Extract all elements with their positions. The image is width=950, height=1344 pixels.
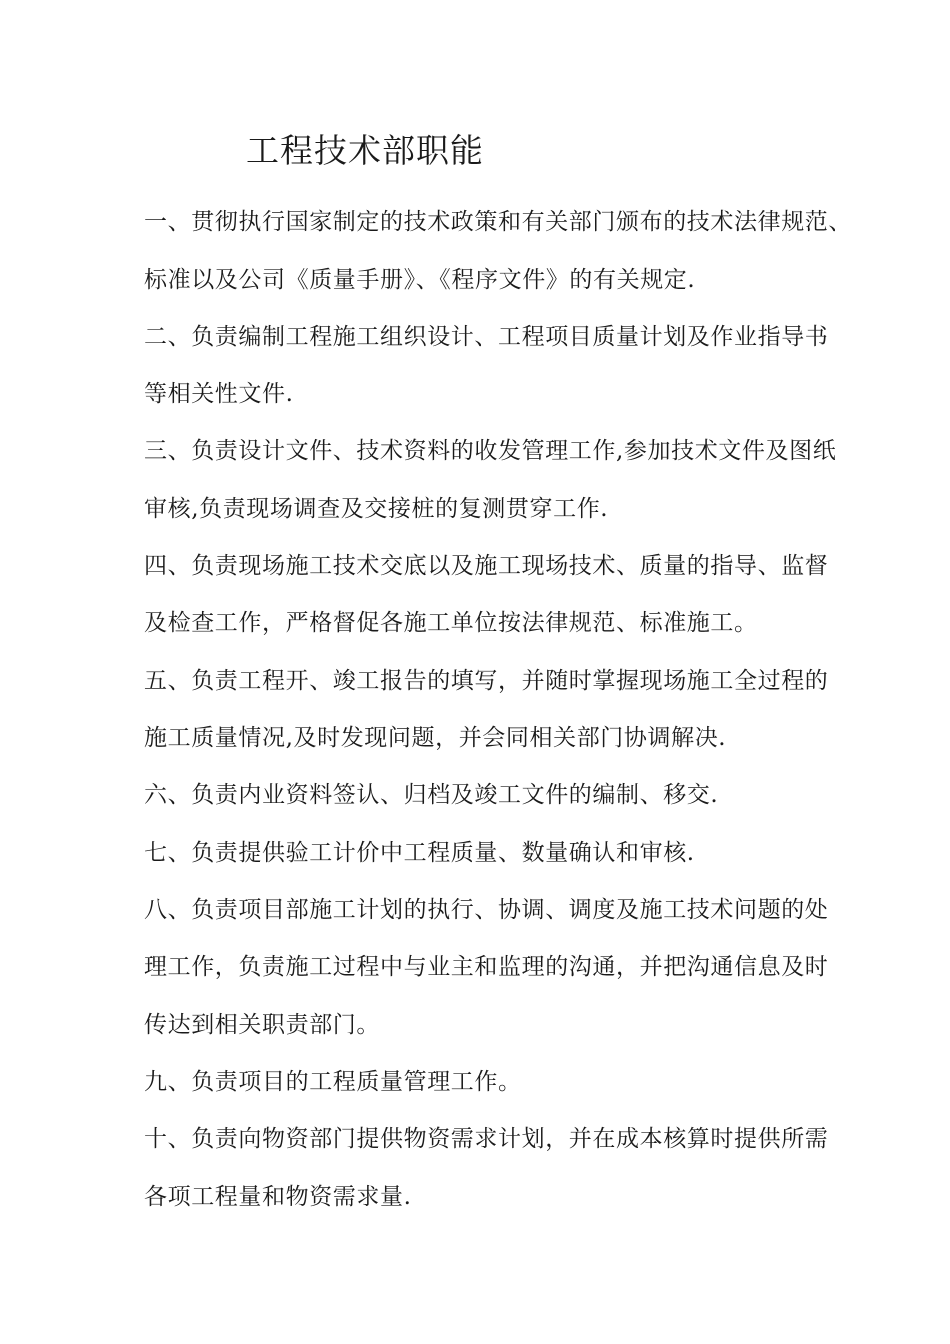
page-title: 工程技术部职能 [246, 131, 484, 170]
text-line: 一、贯彻执行国家制定的技术政策和有关部门颁布的技术法律规范、 [144, 209, 852, 235]
text-line: 理工作，负责施工过程中与业主和监理的沟通，并把沟通信息及时 [144, 954, 829, 980]
text-line: 五、负责工程开、竣工报告的填写，并随时掌握现场施工全过程的 [144, 668, 829, 694]
text-line: 等相关性文件. [144, 381, 294, 407]
text-line: 六、负责内业资料签认、归档及竣工文件的编制、移交. [144, 782, 719, 808]
text-line: 二、负责编制工程施工组织设计、工程项目质量计划及作业指导书 [144, 324, 829, 350]
text-line: 各项工程量和物资需求量. [144, 1184, 412, 1210]
text-line: 七、负责提供验工计价中工程质量、数量确认和审核. [144, 840, 695, 866]
text-line: 九、负责项目的工程质量管理工作。 [144, 1069, 522, 1095]
text-line: 标准以及公司《质量手册》、《程序文件》的有关规定. [144, 267, 696, 293]
text-line: 施工质量情况,及时发现问题，并会同相关部门协调解决. [144, 725, 727, 751]
text-line: 八、负责项目部施工计划的执行、协调、调度及施工技术问题的处 [144, 897, 829, 923]
text-line: 传达到相关职责部门。 [144, 1012, 380, 1038]
text-line: 四、负责现场施工技术交底以及施工现场技术、质量的指导、监督 [144, 553, 829, 579]
text-line: 审核,负责现场调查及交接桩的复测贯穿工作. [144, 496, 609, 522]
text-line: 十、负责向物资部门提供物资需求计划，并在成本核算时提供所需 [144, 1126, 829, 1152]
text-line: 及检查工作，严格督促各施工单位按法律规范、标准施工。 [144, 610, 758, 636]
text-line: 三、负责设计文件、技术资料的收发管理工作,参加技术文件及图纸 [144, 438, 837, 464]
